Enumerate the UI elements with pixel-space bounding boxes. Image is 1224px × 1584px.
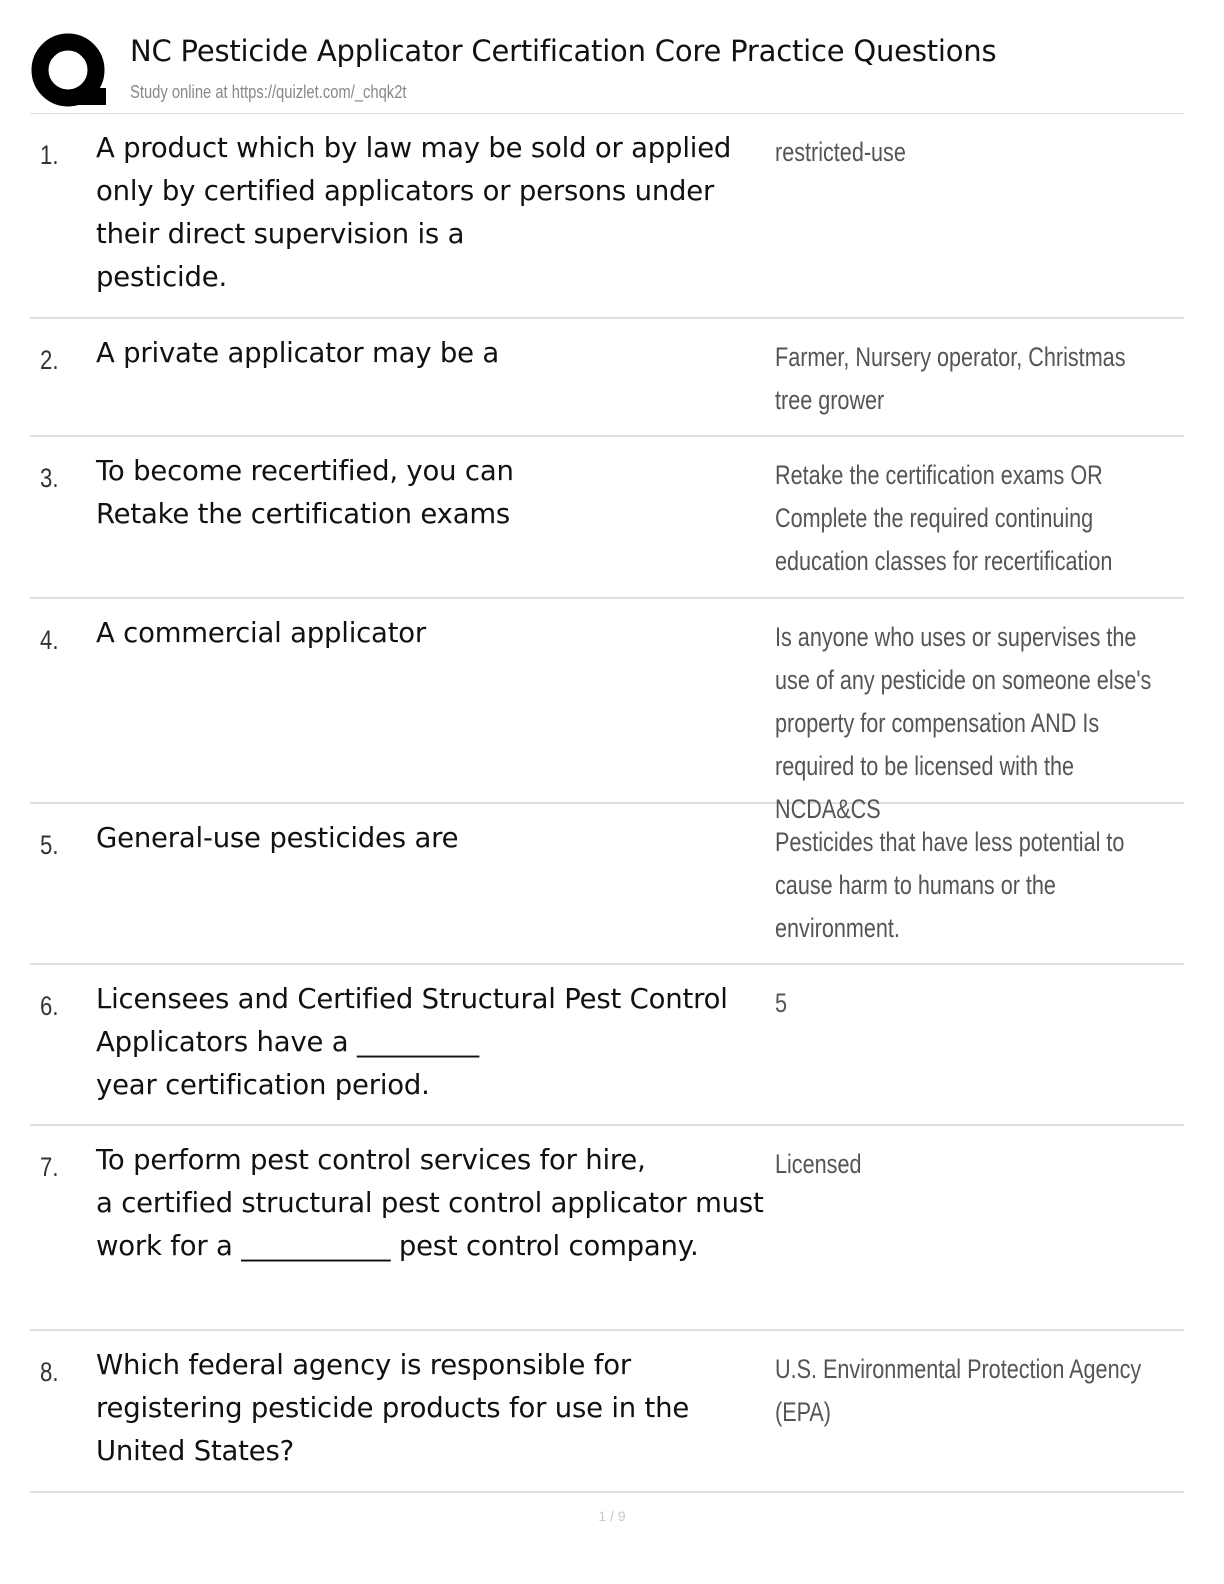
card-definition: restricted-use [775,137,906,167]
card-number: 6. [40,991,59,1021]
flashcard [30,437,1184,599]
card-number: 5. [40,830,59,860]
flashcard [30,114,1184,319]
card-term: Licensees and Certified Structural Pest Control Applicators have a _________ year certification period. [96,983,728,1101]
page-header [30,30,1184,114]
card-term: General-use pesticides are [96,822,459,854]
card-number: 7. [40,1152,59,1182]
flashcard [30,599,1184,824]
card-number: 4. [40,625,59,655]
card-definition: Farmer, Nursery operator, Christmas tree grower [775,342,1126,415]
card-term: A product which by law may be sold or applied only by certified applicators or persons under their direct supervision is a pesticide. [96,132,732,293]
card-definition: Retake the certification exams OR Complete the required continuing education classes for recertification [775,460,1113,576]
card-definition: 5 [775,988,788,1018]
card-term: A private applicator may be a [96,337,500,369]
page-title: NC Pesticide Applicator Certification Core Practice Questions [130,34,997,68]
card-number: 3. [40,463,59,493]
flashcard [30,965,1184,1126]
card-definition: U.S. Environmental Protection Agency (EPA) [775,1354,1142,1427]
flashcard [30,1126,1184,1331]
page-number: 1 / 9 [598,1508,626,1524]
flashcard-list [30,114,1184,1493]
card-term: Which federal agency is responsible for registering pesticide products for use in the United States? [96,1349,690,1467]
card-number: 8. [40,1357,59,1387]
card-number: 2. [40,345,59,375]
study-link-text: Study online at https://quizlet.com/_chqk2t [130,82,407,102]
quizlet-logo-icon [30,32,110,112]
flashcard [30,1331,1184,1493]
card-definition: Licensed [775,1149,862,1179]
card-definition: Pesticides that have less potential to cause harm to humans or the environment. [775,827,1125,943]
card-definition: Is anyone who uses or supervises the use of any pesticide on someone else's property for compensation AND Is required to be licensed with the NCDA&CS [775,622,1152,824]
card-term: A commercial applicator [96,617,427,649]
card-term: To perform pest control services for hire, a certified structural pest control applicator must work for a ___________ pest control company. [96,1144,764,1262]
card-term: To become recertified, you can Retake the certification exams [96,455,514,530]
card-number: 1. [40,140,59,170]
flashcard [30,319,1184,437]
flashcard [30,804,1184,965]
